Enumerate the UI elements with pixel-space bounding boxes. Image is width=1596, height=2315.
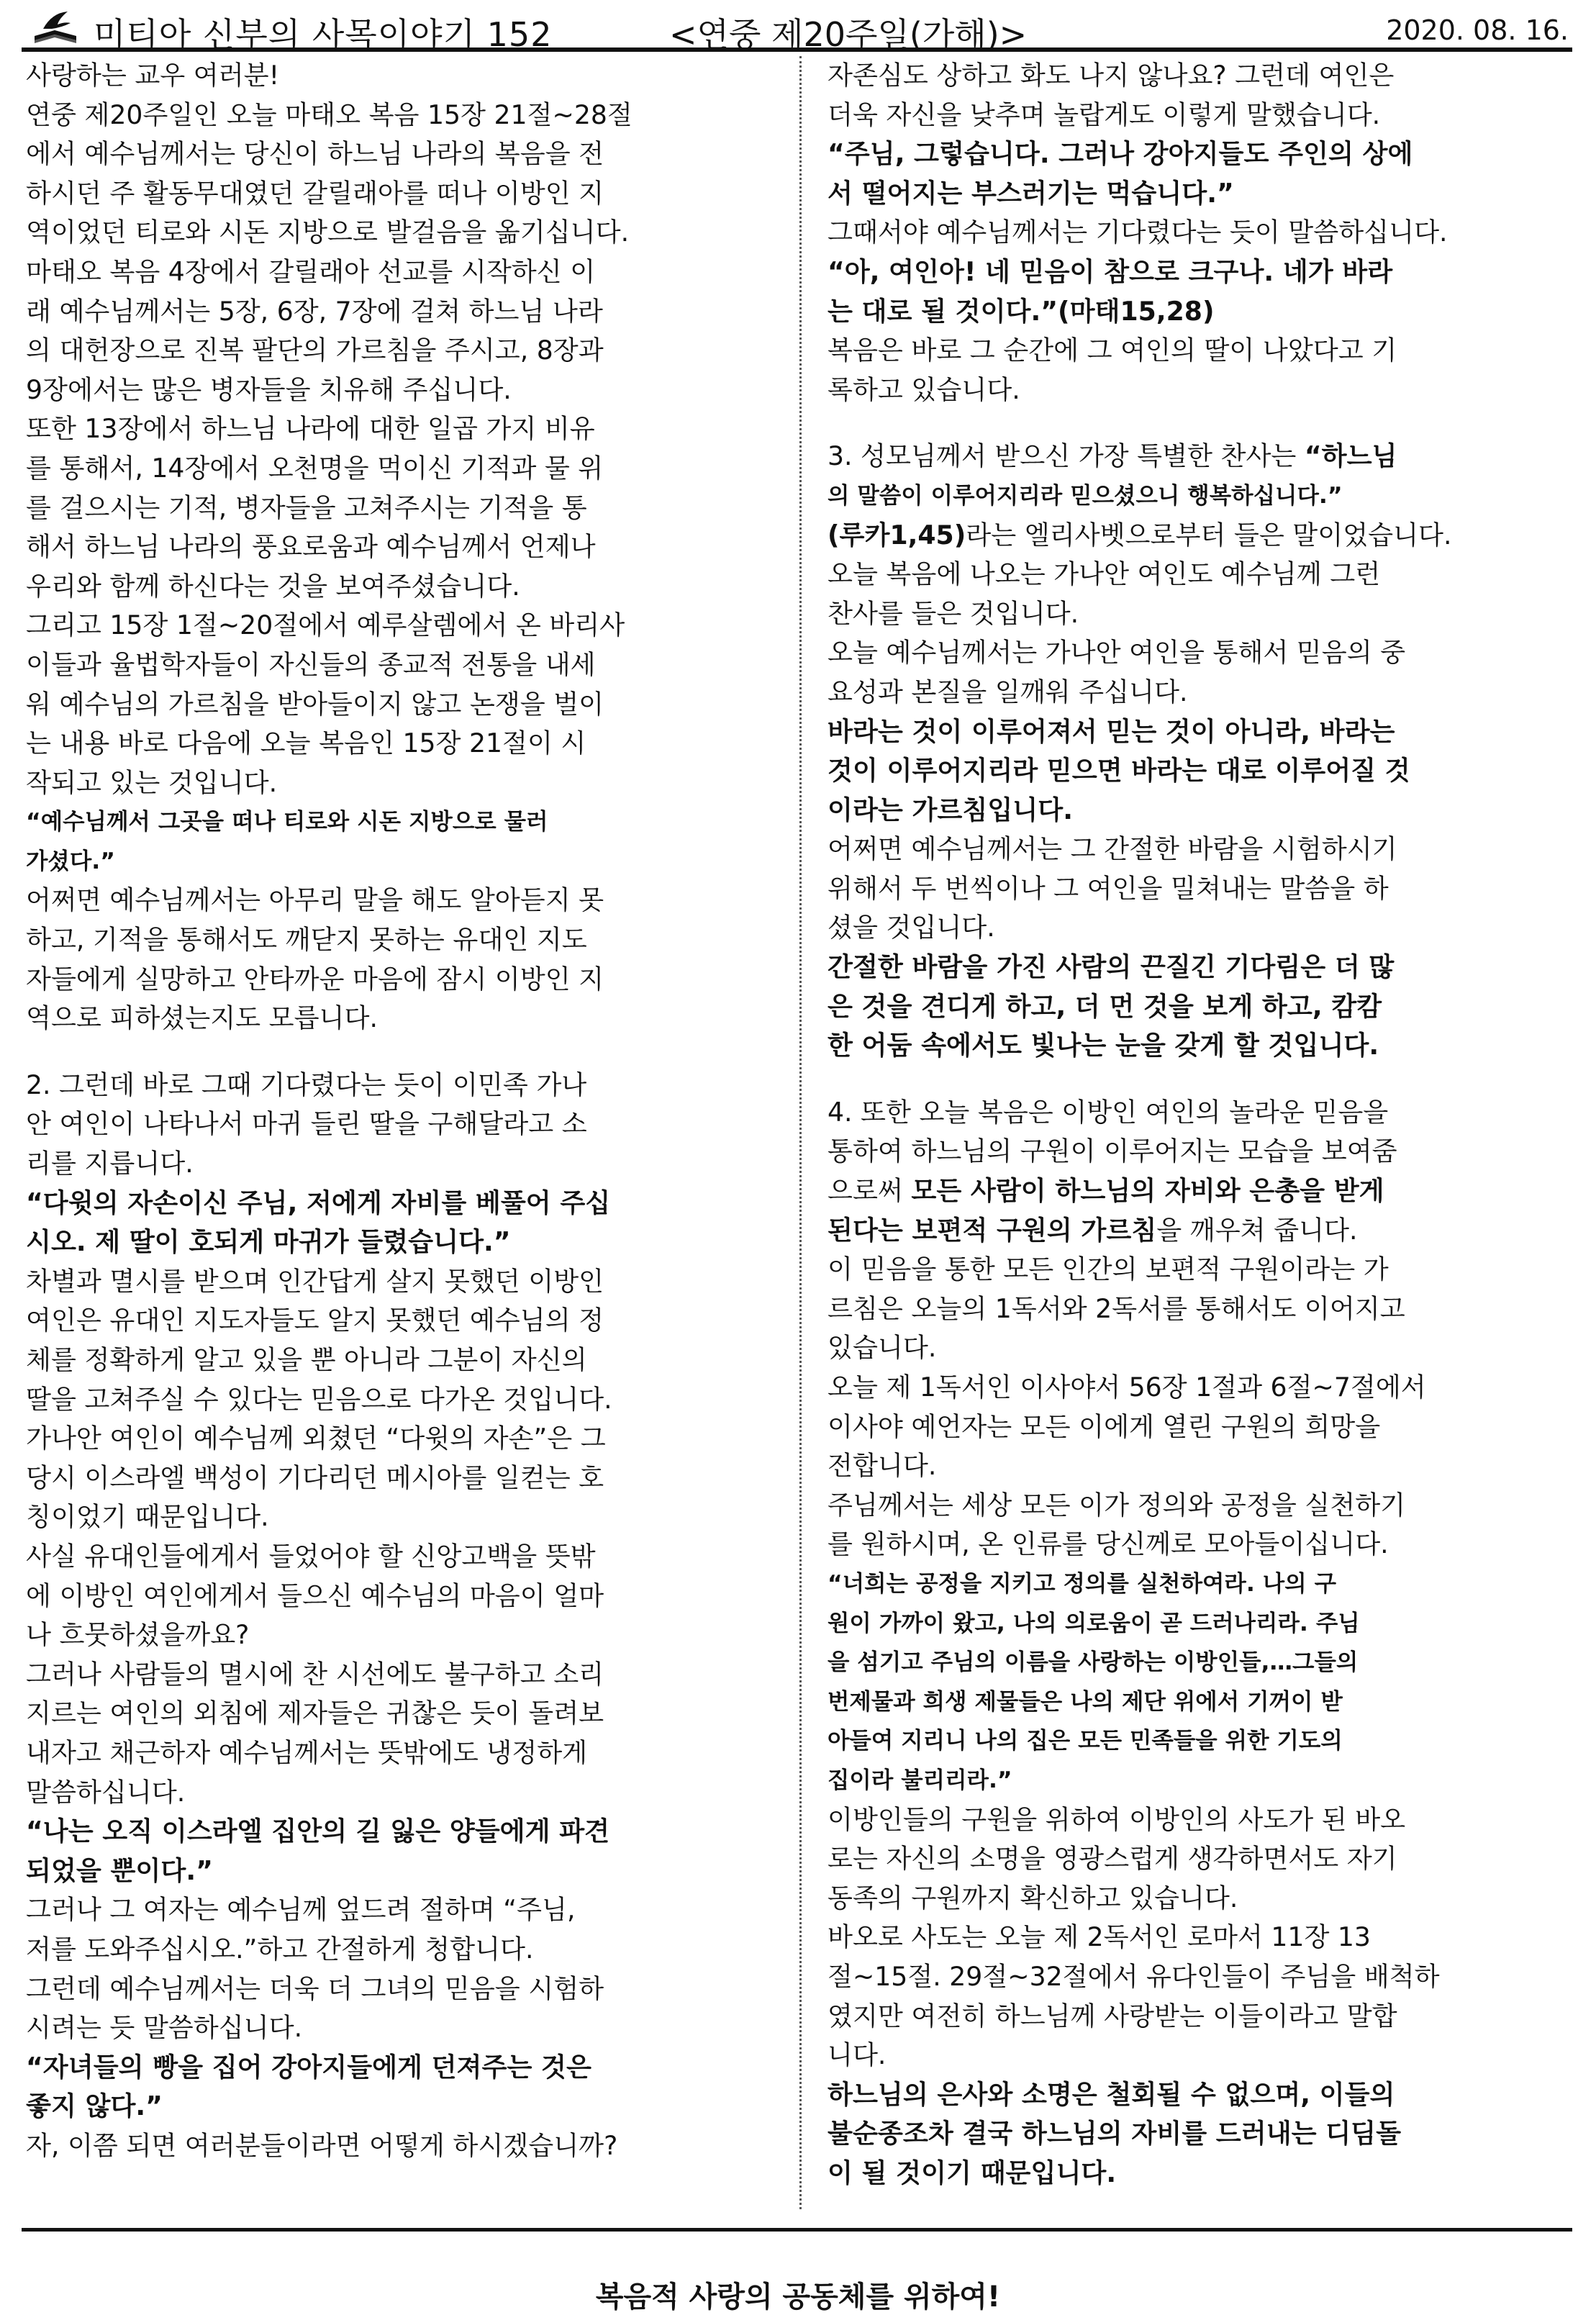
text-line [828, 1026, 1569, 1066]
text-line [26, 1852, 789, 1891]
text-line [26, 1930, 789, 1970]
text-line [26, 685, 789, 725]
text-line [828, 2154, 1569, 2193]
text-line [26, 1066, 789, 1105]
text-line [828, 673, 1569, 712]
text-line [26, 253, 789, 292]
line-text: 에서 예수님께서는 당신이 하느님 나라의 복음을 전 [26, 138, 604, 170]
text-line [828, 2036, 1569, 2075]
line-text: 오늘 복음에 나오는 가나안 여인도 예수님께 그런 [828, 558, 1381, 590]
text-line [26, 764, 789, 803]
footer-motto: 복음적 사랑의 공동체를 위하여! [595, 2280, 1001, 2314]
text-line [828, 174, 1569, 214]
line-text: 록하고 있습니다. [828, 373, 1020, 405]
text-line [828, 987, 1569, 1027]
text-line [26, 1734, 789, 1773]
text-line [828, 1328, 1569, 1368]
text-line [828, 1132, 1569, 1172]
text-line [26, 645, 789, 685]
text-line [26, 802, 789, 842]
line-text: 역으로 피하셨는지도 모릅니다. [26, 1002, 378, 1034]
line-text: 찬사를 들은 것입니다. [828, 597, 1079, 629]
line-text: 통하여 하느님의 구원이 이루어지는 모습을 보여줌 [828, 1136, 1397, 1167]
text-line [828, 594, 1569, 634]
text-line [828, 869, 1569, 909]
line-text: 연중 제20주일인 오늘 마태오 복음 15장 21절~28절 [26, 99, 632, 130]
text-line [828, 751, 1569, 791]
line-text: 르침은 오늘의 1독서와 2독서를 통해서도 이어지고 [828, 1292, 1405, 1324]
text-line [26, 56, 789, 96]
line-text: 안 여인이 나타나서 마귀 들린 딸을 구해달라고 소 [26, 1108, 587, 1140]
text-line [828, 1643, 1569, 1682]
text-line [26, 174, 789, 214]
text-line [828, 1211, 1569, 1251]
emphasis-text: 된다는 보편적 구원의 가르침 [828, 1214, 1157, 1246]
line-text: 한 어둠 속에서도 빛나는 눈을 갖게 할 것입니다. [828, 1030, 1379, 1061]
line-text: 그리고 15장 1절~20절에서 예루살렘에서 온 바리사 [26, 610, 625, 641]
line-text: 이들과 율법학자들이 자신들의 종교적 전통을 내세 [26, 648, 596, 680]
text-line [26, 1419, 789, 1459]
text-line [828, 1525, 1569, 1564]
line-text: 것이 이루어지리라 믿으면 바라는 대로 이루어질 것 [828, 755, 1410, 787]
text-line [26, 881, 789, 920]
text-line [828, 555, 1569, 594]
line-text: 원이 가까이 왔고, 나의 의로움이 곧 드러나리라. 주님 [828, 1610, 1360, 1636]
line-text: 여인은 유대인 지도자들도 알지 못했던 예수님의 정 [26, 1305, 604, 1336]
line-text: 내자고 채근하자 예수님께서는 뜻밖에도 냉정하게 [26, 1736, 588, 1768]
text-line [26, 999, 789, 1038]
line-text: 리를 지릅니다. [26, 1148, 194, 1179]
emphasis-text: “하느님 [1304, 440, 1397, 472]
line-text: 시오. 제 딸이 호되게 마귀가 들렸습니다.” [26, 1226, 511, 1258]
text-line [26, 1144, 789, 1184]
line-text: 의 대헌장으로 진복 팔단의 가르침을 주시고, 8장과 [26, 335, 604, 366]
text-line [26, 1970, 789, 2009]
text-line [828, 633, 1569, 673]
text-line [26, 1105, 789, 1144]
text-line [828, 1408, 1569, 1447]
text-line [26, 1459, 789, 1498]
line-text: “나는 오직 이스라엘 집안의 길 잃은 양들에게 파견 [26, 1816, 610, 1847]
line-text: 는 내용 바로 다음에 오늘 복음인 15장 21절이 시 [26, 728, 586, 759]
issue-date: 2020. 08. 16. [1386, 14, 1569, 46]
text-line [828, 1066, 1569, 1093]
line-text: 은 것을 견디게 하고, 더 먼 것을 보게 하고, 캄캄 [828, 990, 1382, 1022]
left-column [26, 56, 789, 2165]
line-text: 으로써 [828, 1175, 912, 1207]
line-text: 동족의 구원까지 확신하고 있습니다. [828, 1882, 1238, 1913]
text-line [828, 1486, 1569, 1526]
text-line [26, 1655, 789, 1695]
line-text: 위해서 두 번씩이나 그 여인을 밀쳐내는 말씀을 하 [828, 872, 1389, 904]
line-text: 있습니다. [828, 1332, 937, 1364]
text-line [828, 213, 1569, 253]
text-line [828, 253, 1569, 292]
line-text: 3. 성모님께서 받으신 가장 특별한 찬사는 [828, 440, 1305, 472]
line-text: 하느님의 은사와 소명은 철회될 수 없으며, 이들의 [828, 2078, 1395, 2110]
liturgical-subtitle: <연중 제20주일(가해)> [669, 15, 1028, 54]
text-line [26, 449, 789, 489]
text-line [26, 567, 789, 607]
line-text: 시려는 듯 말씀하십니다. [26, 2012, 303, 2044]
line-text: 당시 이스라엘 백성이 기다리던 메시아를 일컫는 호 [26, 1462, 604, 1493]
text-line [26, 135, 789, 174]
book-dove-logo-icon [30, 7, 81, 50]
line-text: 주님께서는 세상 모든 이가 정의와 공정을 실천하기 [828, 1489, 1406, 1521]
text-line [828, 516, 1569, 556]
line-text: 역이었던 티로와 시돈 지방으로 발걸음을 옮기십니다. [26, 217, 630, 248]
text-line [828, 1997, 1569, 2037]
text-line [26, 606, 789, 645]
text-line [26, 292, 789, 332]
text-line [26, 2048, 789, 2088]
text-line [26, 213, 789, 253]
line-text: 2. 그런데 바로 그때 기다렸다는 듯이 이민족 가나 [26, 1069, 587, 1100]
text-line [828, 409, 1569, 437]
line-text: 하고, 기적을 통해서도 깨닫지 못하는 유대인 지도 [26, 924, 587, 956]
line-text: 셨을 것입니다. [828, 912, 995, 943]
line-text: 래 예수님께서는 5장, 6장, 7장에 걸쳐 하느님 나라 [26, 295, 603, 327]
line-text: 에 이방인 여인에게서 들으신 예수님의 마음이 얼마 [26, 1580, 604, 1611]
text-line [828, 371, 1569, 410]
line-text: 자, 이쯤 되면 여러분들이라면 어떻게 하시겠습니까? [26, 2129, 618, 2161]
text-line [26, 1694, 789, 1734]
line-text: 딸을 고쳐주실 수 있다는 믿음으로 다가온 것입니다. [26, 1383, 612, 1415]
line-text: 사실 유대인들에게서 들었어야 할 신앙고백을 뜻밖 [26, 1540, 596, 1572]
line-text: 또한 13장에서 하느님 나라에 대한 일곱 가지 비유 [26, 413, 595, 445]
line-text: 를 원하시며, 온 인류를 당신께로 모아들이십니다. [828, 1528, 1389, 1560]
line-text: “너희는 공정을 지키고 정의를 실천하여라. 나의 구 [828, 1570, 1337, 1597]
line-text: 전합니다. [828, 1450, 937, 1482]
text-line [828, 1761, 1569, 1800]
text-line [828, 1564, 1569, 1604]
text-line [26, 2087, 789, 2126]
line-text: 를 걸으시는 기적, 병자들을 고쳐주시는 기적을 통 [26, 491, 587, 523]
line-text: 을 깨우쳐 줍니다. [1156, 1214, 1358, 1246]
text-line [828, 56, 1569, 96]
line-text: 절~15절. 29절~32절에서 유다인들이 주님을 배척하 [828, 1960, 1440, 1992]
line-text: 서 떨어지는 부스러기는 먹습니다.” [828, 177, 1234, 209]
text-line [828, 331, 1569, 371]
text-line [828, 1879, 1569, 1918]
line-text: 요성과 본질을 일깨워 주십니다. [828, 676, 1188, 707]
line-text: 작되고 있는 것입니다. [26, 766, 278, 798]
line-text: 더욱 자신을 낮추며 놀랍게도 이렇게 말했습니다. [828, 99, 1381, 130]
text-line [828, 1604, 1569, 1644]
top-rule [22, 47, 1572, 52]
line-text: 말씀하십니다. [26, 1776, 186, 1808]
line-text: 간절한 바람을 가진 사람의 끈질긴 기다림은 더 많 [828, 951, 1395, 983]
line-text: 복음은 바로 그 순간에 그 여인의 딸이 나았다고 기 [828, 335, 1397, 366]
text-line [26, 1616, 789, 1655]
line-text: 9장에서는 많은 병자들을 치유해 주십니다. [26, 373, 512, 405]
line-text: 집이라 불리리라.” [828, 1767, 1012, 1793]
bottom-rule [22, 2228, 1572, 2232]
text-line [26, 1341, 789, 1380]
line-text: “주님, 그렇습니다. 그러나 강아지들도 주인의 상에 [828, 138, 1413, 170]
text-line [828, 908, 1569, 948]
line-text: 좋지 않다.” [26, 2090, 163, 2122]
line-text: 되었을 뿐이다.” [26, 1854, 213, 1886]
emphasis-text: (루카1,45) [828, 519, 966, 551]
line-text: 이 될 것이기 때문입니다. [828, 2157, 1117, 2188]
text-line [26, 842, 789, 882]
line-text: 차별과 멸시를 받으며 인간답게 살지 못했던 이방인 [26, 1265, 604, 1297]
text-line [828, 1290, 1569, 1329]
text-line [26, 1301, 789, 1341]
line-text: 마태오 복음 4장에서 갈릴래아 선교를 시작하신 이 [26, 255, 596, 287]
line-text: 이 믿음을 통한 모든 인간의 보편적 구원이라는 가 [828, 1254, 1389, 1285]
text-line [828, 1368, 1569, 1408]
line-text: 그런데 예수님께서는 더욱 더 그녀의 믿음을 시험하 [26, 1972, 604, 2004]
text-line [26, 331, 789, 371]
line-text: 저를 도와주십시오.”하고 간절하게 청합니다. [26, 1933, 534, 1965]
line-text: 이방인들의 구원을 위하여 이방인의 사도가 된 바오 [828, 1803, 1406, 1835]
line-text: 사랑하는 교우 여러분! [26, 60, 280, 91]
line-text: “아, 여인아! 네 믿음이 참으로 크구나. 네가 바라 [828, 255, 1393, 287]
text-line [26, 1537, 789, 1577]
text-line [828, 1721, 1569, 1761]
line-text: 그때서야 예수님께서는 기다렸다는 듯이 말씀하십니다. [828, 217, 1448, 248]
text-line [828, 830, 1569, 869]
text-line [828, 1446, 1569, 1486]
text-line [26, 527, 789, 567]
line-text: 자존심도 상하고 화도 나지 않나요? 그런데 여인은 [828, 60, 1395, 91]
text-line [828, 1957, 1569, 1997]
text-line [26, 1773, 789, 1813]
text-line [26, 1262, 789, 1302]
line-text: “다윗의 자손이신 주님, 저에게 자비를 베풀어 주십 [26, 1187, 611, 1218]
line-text: 번제물과 희생 제물들은 나의 제단 위에서 기꺼이 받 [828, 1688, 1343, 1715]
text-line [26, 2126, 789, 2166]
text-line [828, 292, 1569, 332]
text-line [26, 1380, 789, 1420]
text-line [828, 135, 1569, 174]
text-line [828, 1800, 1569, 1840]
text-line [26, 96, 789, 135]
line-text: 바오로 사도는 오늘 제 2독서인 로마서 11장 13 [828, 1921, 1371, 1953]
line-text: 이라는 가르침입니다. [828, 794, 1073, 825]
line-text: 그러나 사람들의 멸시에 찬 시선에도 불구하고 소리 [26, 1658, 604, 1690]
text-line [26, 409, 789, 449]
text-line [26, 489, 789, 528]
text-line [828, 1918, 1569, 1957]
line-text: 해서 하느님 나라의 풍요로움과 예수님께서 언제나 [26, 531, 596, 563]
text-line [26, 1890, 789, 1930]
line-text: 어쩌면 예수님께서는 아무리 말을 해도 알아듣지 못 [26, 884, 604, 916]
line-text: 오늘 제 1독서인 이사야서 56장 1절과 6절~7절에서 [828, 1372, 1426, 1403]
text-line [828, 2075, 1569, 2115]
text-line [828, 2114, 1569, 2154]
column-divider [799, 56, 802, 2209]
text-line [828, 1093, 1569, 1133]
text-line [26, 371, 789, 410]
line-text: 로는 자신의 소명을 영광스럽게 생각하면서도 자기 [828, 1843, 1397, 1875]
line-text: 불순종조차 결국 하느님의 자비를 드러내는 디딤돌 [828, 2118, 1402, 2149]
line-text: “자녀들의 빵을 집어 강아지들에게 던져주는 것은 [26, 2051, 591, 2083]
line-text: 가셨다.” [26, 848, 115, 874]
text-line [828, 791, 1569, 830]
line-text: 는 대로 될 것이다.”(마태15,28) [828, 295, 1215, 327]
line-text: 을 섬기고 주님의 이름을 사랑하는 이방인들,…그들의 [828, 1649, 1359, 1676]
text-line [26, 1223, 789, 1262]
text-line [26, 724, 789, 764]
line-text: 지르는 여인의 외침에 제자들은 귀찮은 듯이 돌려보 [26, 1698, 604, 1729]
line-text: 체를 정확하게 알고 있을 뿐 아니라 그분이 자신의 [26, 1344, 587, 1375]
line-text: 그러나 그 여자는 예수님께 엎드려 절하며 “주님, [26, 1894, 576, 1926]
text-line [828, 1250, 1569, 1290]
text-line [26, 960, 789, 1000]
text-line [828, 476, 1569, 516]
text-line [26, 1498, 789, 1537]
line-text: 칭이었기 때문입니다. [26, 1501, 269, 1533]
line-text: 하시던 주 활동무대였던 갈릴래아를 떠나 이방인 지 [26, 177, 604, 209]
text-line [26, 1038, 789, 1066]
line-text: “예수님께서 그곳을 떠나 티로와 시돈 지방으로 물러 [26, 809, 548, 835]
line-text: 를 통해서, 14장에서 오천명을 먹이신 기적과 물 위 [26, 452, 604, 484]
line-text: 아들여 지리니 나의 집은 모든 민족들을 위한 기도의 [828, 1728, 1343, 1754]
text-line [828, 1172, 1569, 1211]
text-line [26, 1184, 789, 1223]
line-text: 였지만 여전히 하느님께 사랑받는 이들이라고 말합 [828, 2000, 1397, 2031]
text-line [828, 948, 1569, 987]
text-line [26, 920, 789, 960]
text-line [26, 2008, 789, 2048]
text-line [828, 96, 1569, 135]
line-text: 바라는 것이 이루어져서 믿는 것이 아니라, 바라는 [828, 715, 1395, 747]
line-text: 워 예수님의 가르침을 받아들이지 않고 논쟁을 벌이 [26, 688, 604, 720]
line-text: 이사야 예언자는 모든 이에게 열린 구원의 희망을 [828, 1410, 1381, 1442]
line-text: 의 말씀이 이루어지리라 믿으셨으니 행복하십니다.” [828, 482, 1343, 509]
text-line [828, 1682, 1569, 1722]
line-text: 나 흐뭇하셨을까요? [26, 1619, 250, 1651]
text-line [828, 437, 1569, 476]
text-line [828, 1839, 1569, 1879]
text-line [828, 712, 1569, 752]
line-text: 라는 엘리사벳으로부터 들은 말이었습니다. [966, 519, 1452, 551]
text-line [26, 1577, 789, 1616]
line-text: 4. 또한 오늘 복음은 이방인 여인의 놀라운 믿음을 [828, 1096, 1389, 1128]
line-text: 가나안 여인이 예수님께 외쳤던 “다윗의 자손”은 그 [26, 1423, 606, 1454]
line-text: 자들에게 실망하고 안타까운 마음에 잠시 이방인 지 [26, 963, 604, 995]
line-text: 우리와 함께 하신다는 것을 보여주셨습니다. [26, 570, 520, 602]
line-text: 어쩌면 예수님께서는 그 간절한 바람을 시험하시기 [828, 833, 1397, 865]
emphasis-text: 모든 사람이 하느님의 자비와 은총을 받게 [911, 1175, 1384, 1207]
line-text: 니다. [828, 2039, 887, 2071]
text-line [26, 1812, 789, 1852]
line-text: 오늘 예수님께서는 가나안 여인을 통해서 믿음의 중 [828, 637, 1406, 669]
right-column [828, 56, 1569, 2193]
newsletter-title: 미티아 신부의 사목이야기 152 [94, 15, 553, 54]
